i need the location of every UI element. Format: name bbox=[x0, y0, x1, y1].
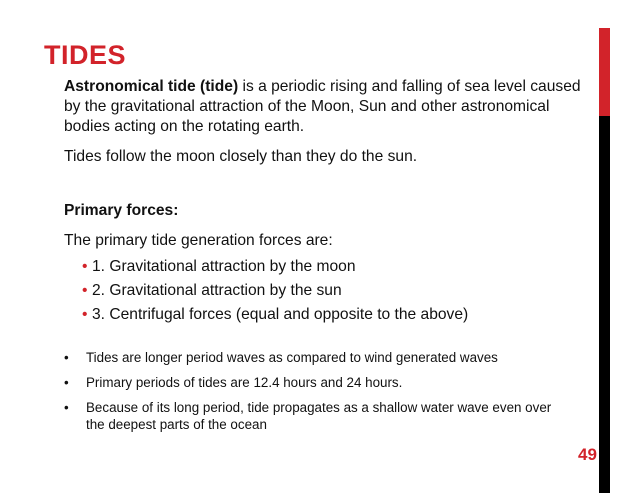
primary-heading: Primary forces: bbox=[64, 202, 179, 219]
force-item-text: 3. Centrifugal forces (equal and opposite to the above) bbox=[92, 306, 469, 323]
primary-force-list bbox=[82, 257, 582, 329]
bullet-dot: • bbox=[64, 350, 69, 365]
list-item bbox=[82, 281, 582, 305]
fact-text: Primary periods of tides are 12.4 hours and 24 hours. bbox=[86, 375, 403, 390]
page-number: 49 bbox=[578, 445, 597, 464]
bullet-dot: • bbox=[64, 375, 69, 390]
accent-bar-red bbox=[599, 28, 610, 116]
intro-definition: is a periodic rising and falling of sea level caused by the gravitational attraction of the Moon, Sun and other astronomical bodies acting on the rotating earth. bbox=[64, 78, 581, 135]
list-item bbox=[82, 257, 582, 281]
tide-facts-list bbox=[64, 349, 564, 441]
slide-title: TIDES bbox=[44, 40, 127, 70]
list-item bbox=[64, 399, 564, 433]
bullet-dot: • bbox=[82, 282, 88, 299]
fact-text: Tides are longer period waves as compared to wind generated waves bbox=[86, 350, 498, 365]
list-item bbox=[64, 374, 564, 391]
list-item bbox=[64, 349, 564, 366]
moon-note: Tides follow the moon closely than they do the sun. bbox=[64, 148, 418, 165]
bullet-dot: • bbox=[64, 400, 69, 415]
bullet-dot: • bbox=[82, 258, 88, 275]
bullet-dot: • bbox=[82, 306, 88, 323]
fact-text: Because of its long period, tide propagates as a shallow water wave even over the deepest parts of the ocean bbox=[86, 400, 552, 432]
force-item-text: 2. Gravitational attraction by the sun bbox=[92, 282, 342, 299]
primary-lead: The primary tide generation forces are: bbox=[64, 232, 333, 249]
force-item-text: 1. Gravitational attraction by the moon bbox=[92, 258, 356, 275]
accent-bar-black bbox=[599, 116, 610, 493]
intro-term: Astronomical tide (tide) bbox=[64, 78, 239, 95]
list-item bbox=[82, 305, 582, 329]
intro-paragraph bbox=[64, 77, 584, 137]
